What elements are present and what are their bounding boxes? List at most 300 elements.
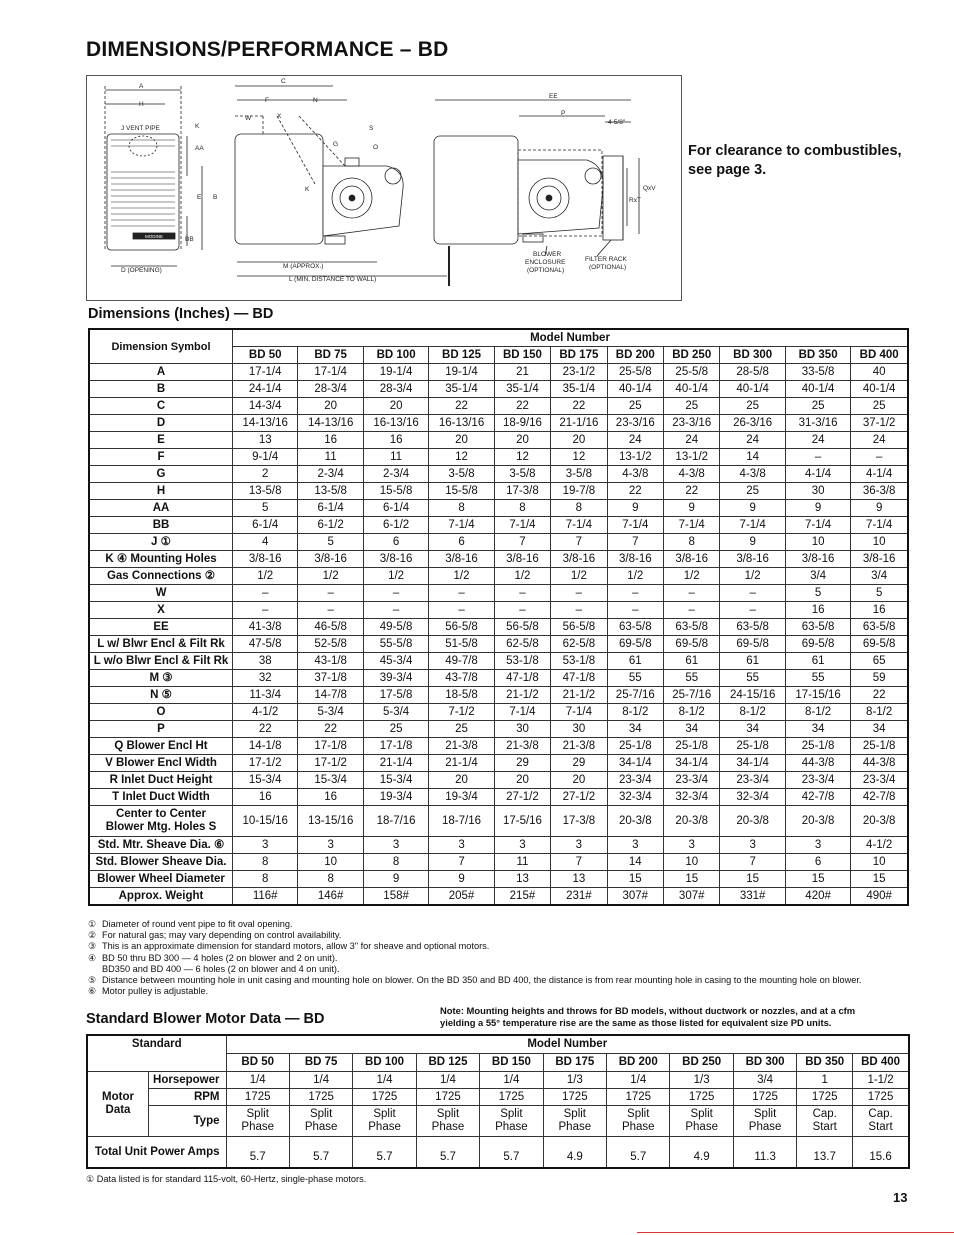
dimension-value: 17-3/8 (551, 806, 607, 837)
dimension-label: E (89, 432, 233, 449)
dimension-value: 3 (298, 837, 363, 854)
dimension-value: 7-1/4 (851, 517, 908, 534)
dimension-value: 13 (494, 871, 550, 888)
dimension-value: – (664, 585, 720, 602)
dimension-value: 17-5/16 (494, 806, 550, 837)
footnote-text: Diameter of round vent pipe to fit oval opening. (102, 919, 293, 929)
dimension-value: 25-5/8 (664, 364, 720, 381)
dimension-value: – (720, 602, 785, 619)
motor-model-header: BD 250 (670, 1054, 733, 1072)
dimension-value: 3/4 (785, 568, 850, 585)
dimension-value: 55 (664, 670, 720, 687)
dimension-value: 28-3/4 (298, 381, 363, 398)
dimension-value: 7-1/4 (664, 517, 720, 534)
motor-row (87, 1106, 909, 1137)
footnote-symbol: ③ (88, 941, 97, 952)
motor-value: 11.3 (733, 1137, 796, 1169)
label-h: H (139, 101, 144, 108)
dimension-label: L w/o Blwr Encl & Filt Rk (89, 653, 233, 670)
model-header: BD 200 (607, 347, 663, 364)
dimension-value: 61 (720, 653, 785, 670)
dimension-value: 34-1/4 (720, 755, 785, 772)
standard-header: Standard (87, 1035, 226, 1072)
dimension-value: 307# (664, 888, 720, 906)
motor-value: 1725 (226, 1089, 289, 1106)
dimension-value: 20 (494, 772, 550, 789)
dimension-label: Approx. Weight (89, 888, 233, 906)
dimension-value: 23-3/4 (607, 772, 663, 789)
dimension-symbol-header: Dimension Symbol (89, 329, 233, 364)
model-header: BD 75 (298, 347, 363, 364)
dimension-value: 22 (551, 398, 607, 415)
dimension-value: 19-7/8 (551, 483, 607, 500)
dimension-value: 7-1/4 (429, 517, 494, 534)
dimension-value: 56-5/8 (429, 619, 494, 636)
dimension-value: 3/8-16 (720, 551, 785, 568)
dimension-value: 30 (551, 721, 607, 738)
footnote-text: BD 50 thru BD 300 — 4 holes (2 on blower and 2 on unit). (102, 952, 338, 963)
dimension-value: 21-3/8 (429, 738, 494, 755)
dimension-value: 9 (607, 500, 663, 517)
motor-value: Split Phase (353, 1106, 416, 1137)
dimension-value: 331# (720, 888, 785, 906)
table-row (89, 602, 908, 619)
dimension-value: 25 (720, 398, 785, 415)
dimension-value: 15-5/8 (429, 483, 494, 500)
dimension-value: 20 (429, 772, 494, 789)
dimension-value: 22 (607, 483, 663, 500)
motor-model-header: BD 200 (607, 1054, 670, 1072)
dimension-value: 11-3/4 (233, 687, 298, 704)
dimension-value: 40-1/4 (851, 381, 908, 398)
motor-value: Split Phase (480, 1106, 543, 1137)
dimension-value: 18-5/8 (429, 687, 494, 704)
dimension-value: 3/8-16 (494, 551, 550, 568)
dimension-value: 1/2 (233, 568, 298, 585)
dimension-value: 24-15/16 (720, 687, 785, 704)
motor-value: Split Phase (670, 1106, 733, 1137)
dimension-value: 14 (720, 449, 785, 466)
dimension-value: 20 (363, 398, 428, 415)
motor-value: Split Phase (543, 1106, 606, 1137)
motor-value: 1/3 (543, 1072, 606, 1089)
dimension-value: 69-5/8 (664, 636, 720, 653)
motor-row-label: Type (149, 1106, 227, 1137)
dimension-value: 19-3/4 (363, 789, 428, 806)
motor-value: 1/3 (670, 1072, 733, 1089)
dimension-value: 3/8-16 (233, 551, 298, 568)
dimension-value: 3 (233, 837, 298, 854)
dimension-value: 16 (233, 789, 298, 806)
dimension-value: 32-3/4 (720, 789, 785, 806)
dimension-value: 8 (298, 871, 363, 888)
dimension-value: 16 (785, 602, 850, 619)
dimension-value: 24 (851, 432, 908, 449)
label-s: S (369, 125, 374, 132)
dimension-value: 22 (233, 721, 298, 738)
dimension-value: 4-3/8 (664, 466, 720, 483)
dimension-value: 36-3/8 (851, 483, 908, 500)
dimension-value: 8-1/2 (664, 704, 720, 721)
dimension-value: 16 (298, 432, 363, 449)
motor-model-header: BD 50 (226, 1054, 289, 1072)
dimension-value: 4-1/4 (785, 466, 850, 483)
dimension-value: 3/8-16 (664, 551, 720, 568)
dimension-label: A (89, 364, 233, 381)
dimension-value: 49-7/8 (429, 653, 494, 670)
dimension-value: 8-1/2 (720, 704, 785, 721)
dimension-value: 1/2 (551, 568, 607, 585)
dimension-value: 28-5/8 (720, 364, 785, 381)
motor-value: Split Phase (733, 1106, 796, 1137)
table-row (89, 415, 908, 432)
dimension-value: 1/2 (298, 568, 363, 585)
dimension-value: 44-3/8 (851, 755, 908, 772)
table-row (89, 568, 908, 585)
dimension-value: 61 (664, 653, 720, 670)
dimension-value: 1/2 (494, 568, 550, 585)
dimension-value: 146# (298, 888, 363, 906)
motor-value: 5.7 (226, 1137, 289, 1169)
motor-model-header: BD 400 (853, 1054, 909, 1072)
dimension-value: 61 (607, 653, 663, 670)
dimension-value: 24 (607, 432, 663, 449)
dimension-value: 6 (363, 534, 428, 551)
mounting-note (440, 1005, 910, 1029)
dimension-value: 23-3/4 (785, 772, 850, 789)
label-dopen: D (OPENING) (121, 267, 162, 274)
side-view (235, 86, 449, 286)
plate-text: MODINE (145, 234, 163, 239)
label-filter2: (OPTIONAL) (589, 264, 627, 271)
dimension-value: 49-5/8 (363, 619, 428, 636)
dimension-value: 35-1/4 (429, 381, 494, 398)
mounting-note-line-1: Note: Mounting heights and throws for BD models, without ductwork or nozzles, and at a cfm (440, 1005, 856, 1016)
dimension-label: P (89, 721, 233, 738)
motor-value: 4.9 (670, 1137, 733, 1169)
model-number-header: Model Number (233, 329, 909, 347)
dimension-value: 15 (851, 871, 908, 888)
dimension-value: 14-13/16 (233, 415, 298, 432)
dimension-value: 7 (607, 534, 663, 551)
dimension-value: 39-3/4 (363, 670, 428, 687)
dimension-value: 5 (851, 585, 908, 602)
dimension-value: 21-1/4 (363, 755, 428, 772)
dimension-label: Blower Wheel Diameter (89, 871, 233, 888)
label-a: A (139, 83, 144, 90)
dimension-value: – (551, 585, 607, 602)
motor-row-label: Total Unit Power Amps (87, 1137, 226, 1169)
dimension-value: 33-5/8 (785, 364, 850, 381)
dimension-value: 13 (233, 432, 298, 449)
dimension-value: 7 (551, 534, 607, 551)
dimension-value: 9 (785, 500, 850, 517)
dimension-value: 1/2 (720, 568, 785, 585)
dimension-value: 23-3/4 (664, 772, 720, 789)
dimension-value: 1/2 (429, 568, 494, 585)
label-p: P (561, 110, 566, 117)
dimension-value: 17-1/4 (233, 364, 298, 381)
dimension-value: 15-3/4 (363, 772, 428, 789)
dimension-value: 15-3/4 (298, 772, 363, 789)
label-458: 4-5/8" (608, 119, 626, 126)
dimension-value: 35-1/4 (494, 381, 550, 398)
dimension-value: 17-1/8 (298, 738, 363, 755)
dimension-value: 25-5/8 (607, 364, 663, 381)
dimension-value: 19-1/4 (429, 364, 494, 381)
dimension-value: 21-1/16 (551, 415, 607, 432)
dimension-value: 4-1/2 (233, 704, 298, 721)
dimension-value: 20-3/8 (851, 806, 908, 837)
dimension-value: 55-5/8 (363, 636, 428, 653)
dimension-value: 25 (785, 398, 850, 415)
dimension-value: 25-7/16 (607, 687, 663, 704)
label-filter1: FILTER RACK (585, 256, 627, 263)
table-row (89, 721, 908, 738)
dimension-value: 25 (363, 721, 428, 738)
dimension-value: – (233, 585, 298, 602)
dimension-value: 52-5/8 (298, 636, 363, 653)
dimension-value: 62-5/8 (551, 636, 607, 653)
dimension-value: 5 (785, 585, 850, 602)
motor-model-header: BD 75 (289, 1054, 352, 1072)
dimension-value: 3 (429, 837, 494, 854)
motor-table-body (87, 1072, 909, 1169)
dimension-value: 5-3/4 (298, 704, 363, 721)
label-f: F (265, 97, 269, 104)
motor-model-number-header: Model Number (226, 1035, 909, 1054)
dimension-value: 9 (429, 871, 494, 888)
dimension-value: 25 (607, 398, 663, 415)
footnote-text: This is an approximate dimension for standard motors, allow 3" for sheave and optional motors. (102, 941, 490, 952)
dimension-value: 47-5/8 (233, 636, 298, 653)
dimension-label: BB (89, 517, 233, 534)
motor-value: 1/4 (353, 1072, 416, 1089)
dimension-value: 1/2 (607, 568, 663, 585)
dimension-value: 17-1/2 (298, 755, 363, 772)
dimension-value: 22 (298, 721, 363, 738)
dimension-value: 2-3/4 (298, 466, 363, 483)
dimension-value: 5 (298, 534, 363, 551)
dimension-value: 20-3/8 (785, 806, 850, 837)
dimension-value: – (494, 602, 550, 619)
table-row (89, 500, 908, 517)
label-c: C (281, 78, 286, 85)
motor-value: Split Phase (607, 1106, 670, 1137)
dimension-value: 21-1/2 (494, 687, 550, 704)
motor-value: 5.7 (353, 1137, 416, 1169)
dimension-value: 20 (551, 772, 607, 789)
dimension-label: O (89, 704, 233, 721)
label-jvent: J VENT PIPE (121, 125, 160, 132)
dimension-value: 3 (785, 837, 850, 854)
dimension-value: 9 (363, 871, 428, 888)
dimension-value: 22 (851, 687, 908, 704)
dimension-value: 34-1/4 (664, 755, 720, 772)
dimension-value: 231# (551, 888, 607, 906)
dimension-value: 55 (720, 670, 785, 687)
dimension-label: C (89, 398, 233, 415)
dimension-value: 5-3/4 (363, 704, 428, 721)
dimension-value: 1/2 (363, 568, 428, 585)
model-header: BD 300 (720, 347, 785, 364)
dimension-value: 32-3/4 (607, 789, 663, 806)
dimension-label: T Inlet Duct Width (89, 789, 233, 806)
dimension-value: 53-1/8 (551, 653, 607, 670)
dimension-value: 1/2 (664, 568, 720, 585)
dimension-value: 23-3/4 (851, 772, 908, 789)
dimension-value: 25-1/8 (664, 738, 720, 755)
dimension-value: 23-1/2 (551, 364, 607, 381)
dimension-value: 23-3/4 (720, 772, 785, 789)
motor-row (87, 1137, 909, 1169)
dimension-value: 34 (851, 721, 908, 738)
dimension-value: 17-3/8 (494, 483, 550, 500)
dimension-value: – (785, 449, 850, 466)
table-row (89, 888, 908, 906)
dimension-value: 69-5/8 (851, 636, 908, 653)
dimension-value: 6-1/4 (233, 517, 298, 534)
motor-model-header: BD 100 (353, 1054, 416, 1072)
label-bb: BB (185, 236, 194, 243)
dimension-value: 7 (551, 854, 607, 871)
dimension-value: 41-3/8 (233, 619, 298, 636)
dimension-value: 27-1/2 (551, 789, 607, 806)
dimension-value: – (429, 602, 494, 619)
motor-value: 5.7 (289, 1137, 352, 1169)
dimension-value: 15 (607, 871, 663, 888)
dimension-value: 7 (429, 854, 494, 871)
dimension-value: 38 (233, 653, 298, 670)
motor-value: 1725 (480, 1089, 543, 1106)
dimension-value: 25 (429, 721, 494, 738)
table-row (89, 449, 908, 466)
dimension-value: 12 (551, 449, 607, 466)
dimension-value: 3/8-16 (607, 551, 663, 568)
motor-value: 5.7 (416, 1137, 479, 1169)
dimension-value: 22 (494, 398, 550, 415)
table-row (89, 837, 908, 854)
dimension-value: – (363, 585, 428, 602)
dimension-value: – (551, 602, 607, 619)
clearance-line-1: For clearance to combustibles, (688, 143, 902, 159)
footnote-text: Distance between mounting hole in unit casing and mounting hole on blower. On the BD 350 and BD 400, the distance is from rear mounting hole in casing to the mounting hole on blower. (102, 975, 862, 986)
dimension-value: 15 (785, 871, 850, 888)
dimension-value: 17-15/16 (785, 687, 850, 704)
label-ee: EE (549, 93, 558, 100)
dimension-value: 9 (664, 500, 720, 517)
label-lmin: L (MIN. DISTANCE TO WALL) (289, 276, 377, 283)
label-k: K (195, 123, 200, 130)
dimension-label: W (89, 585, 233, 602)
table-row (89, 364, 908, 381)
motor-model-header: BD 300 (733, 1054, 796, 1072)
dimension-value: 24 (785, 432, 850, 449)
dimension-value: 3 (607, 837, 663, 854)
dimension-value: – (664, 602, 720, 619)
footnotes (88, 919, 918, 997)
dimension-value: 11 (494, 854, 550, 871)
dimension-value: 9 (851, 500, 908, 517)
footnote-text: Motor pulley is adjustable. (102, 986, 209, 997)
label-blower2: ENCLOSURE (525, 259, 566, 266)
dimension-value: 46-5/8 (298, 619, 363, 636)
table-row (89, 517, 908, 534)
dimension-label: M ③ (89, 670, 233, 687)
dimension-value: 22 (429, 398, 494, 415)
dimension-value: 30 (785, 483, 850, 500)
dimension-value: 8-1/2 (851, 704, 908, 721)
motor-value: 1725 (670, 1089, 733, 1106)
motor-data-group-label: Motor Data (87, 1072, 149, 1137)
dimension-value: 55 (785, 670, 850, 687)
motor-value: 1725 (353, 1089, 416, 1106)
dimension-value: 3 (551, 837, 607, 854)
motor-footnote: ① Data listed is for standard 115-volt, 60-Hertz, single-phase motors. (86, 1174, 367, 1184)
dimension-value: 20-3/8 (664, 806, 720, 837)
dimension-value: 11 (298, 449, 363, 466)
dimension-value: 13-1/2 (664, 449, 720, 466)
dimension-label: H (89, 483, 233, 500)
dimension-label: Std. Mtr. Sheave Dia. ⑥ (89, 837, 233, 854)
dimension-value: 17-1/2 (233, 755, 298, 772)
dimension-value: 8-1/2 (785, 704, 850, 721)
dimension-label: Center to Center Blower Mtg. Holes S (89, 806, 233, 837)
label-aa: AA (195, 145, 204, 152)
dimension-value: 3/8-16 (298, 551, 363, 568)
dimension-value: 490# (851, 888, 908, 906)
footnote-item (88, 930, 918, 941)
label-mapprox: M (APPROX.) (283, 263, 324, 270)
dimension-value: 11 (363, 449, 428, 466)
dimension-value: 20 (298, 398, 363, 415)
motor-section-title: Standard Blower Motor Data — BD (86, 1011, 325, 1027)
mounting-note-line-2: yielding a 55° temperature rise are the same as those listed for equivalent size PD units. (440, 1017, 832, 1028)
dimension-value: 40-1/4 (785, 381, 850, 398)
dimension-value: 5 (233, 500, 298, 517)
dimension-value: 20-3/8 (607, 806, 663, 837)
dimension-value: 12 (494, 449, 550, 466)
dimension-value: 7-1/4 (551, 517, 607, 534)
dimension-value: 34-1/4 (607, 755, 663, 772)
dimension-value: 13-5/8 (298, 483, 363, 500)
footnote-item (88, 919, 918, 930)
dimension-value: 34 (720, 721, 785, 738)
table-row (89, 789, 908, 806)
motor-value: 1725 (797, 1089, 853, 1106)
label-rxt: RxT (629, 197, 641, 204)
dimension-value: 40 (851, 364, 908, 381)
dimensions-section-title: Dimensions (Inches) — BD (88, 306, 274, 322)
dimension-value: 14 (607, 854, 663, 871)
dimension-value: 16-13/16 (363, 415, 428, 432)
dimension-value: 23-3/16 (664, 415, 720, 432)
dimension-value: 7 (720, 854, 785, 871)
motor-value: 1725 (853, 1089, 909, 1106)
dimension-value: 16 (851, 602, 908, 619)
dimension-value: 6 (785, 854, 850, 871)
dimension-label: Std. Blower Sheave Dia. (89, 854, 233, 871)
dimension-value: 14-7/8 (298, 687, 363, 704)
dimension-value: 42-7/8 (851, 789, 908, 806)
motor-value: 1 (797, 1072, 853, 1089)
dimension-value: 4-1/2 (851, 837, 908, 854)
label-n: N (313, 97, 318, 104)
dimension-value: 7 (494, 534, 550, 551)
table-row (89, 551, 908, 568)
table-row (89, 854, 908, 871)
dimension-value: 14-1/8 (233, 738, 298, 755)
